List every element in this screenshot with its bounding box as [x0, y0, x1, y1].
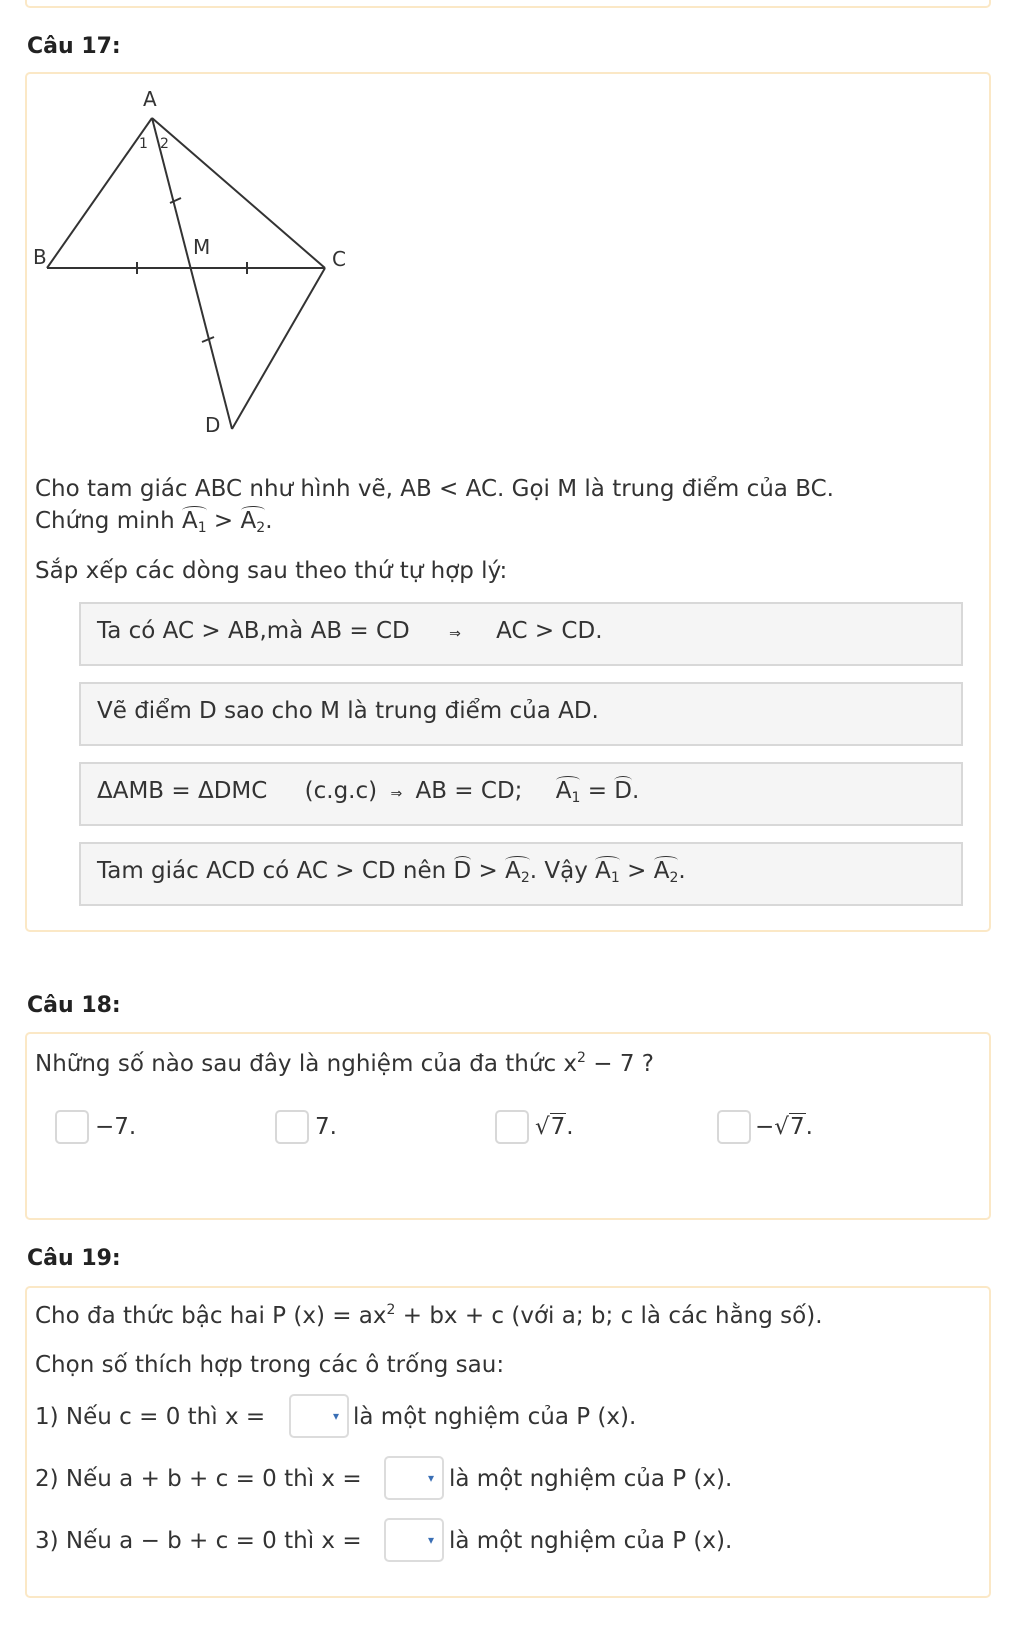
question-18-card — [25, 1032, 991, 1220]
q17-prompt-line1: Cho tam giác ABC như hình vẽ, AB < AC. Gọi M là trung điểm của BC. — [35, 476, 834, 502]
angle-A1: $A_1$ — [595, 858, 620, 886]
label-A: A — [143, 87, 157, 111]
label-C: C — [332, 247, 346, 271]
angle-D: D — [453, 858, 472, 884]
question-19-card — [25, 1286, 991, 1598]
option-4-label: −√7. — [755, 1114, 813, 1140]
option-1-checkbox-icon[interactable] — [55, 1110, 89, 1144]
dropdown-3[interactable] — [384, 1518, 444, 1562]
question-17-title: Câu 17: — [27, 34, 121, 59]
q19-line3-post: là một nghiệm của P (x). — [449, 1528, 733, 1554]
q19-line2-post: là một nghiệm của P (x). — [449, 1466, 733, 1492]
question-18-title: Câu 18: — [27, 993, 121, 1018]
triangle-figure — [27, 74, 367, 454]
q18-prompt: Những số nào sau đây là nghiệm của đa thức $x^2 - 7$ ? — [35, 1050, 654, 1077]
question-19-title: Câu 19: — [27, 1246, 121, 1271]
q19-line1-pre: 1) Nếu c = 0 thì x = — [35, 1404, 266, 1430]
sqrt-icon: √ — [774, 1114, 789, 1140]
angle-A2: $A_2$ — [653, 858, 679, 886]
option-1-label: −7. — [95, 1114, 137, 1140]
q19-prompt: Cho đa thức bậc hai P $(x) = ax^2$ + bx + c (với a; b; c là các hằng số). — [35, 1302, 823, 1329]
sortable-item-4[interactable]: Tam giác ACD có AC > CD nên $D > A_2$. Vậy $A_1 > A_2$. — [79, 842, 963, 906]
dropdown-1[interactable] — [289, 1394, 349, 1438]
sortable-item-3[interactable]: ΔAMB = ΔDMC (c.g.c) ⇒ AB = CD; $A_1 = D$. — [79, 762, 963, 826]
sqrt-icon: √ — [535, 1114, 550, 1140]
angle-A1: $A_1$ — [555, 778, 581, 806]
chevron-down-icon: ▾ — [332, 1409, 339, 1423]
option-4-checkbox-icon[interactable] — [717, 1110, 751, 1144]
option-2-checkbox-icon[interactable] — [275, 1110, 309, 1144]
label-angle-2: 2 — [160, 136, 169, 152]
question-17-card — [25, 72, 991, 932]
label-M: M — [193, 235, 211, 259]
q19-line2-pre: 2) Nếu a + b + c = 0 thì x = — [35, 1466, 362, 1492]
q19-instruction: Chọn số thích hợp trong các ô trống sau: — [35, 1352, 505, 1378]
sortable-item-1[interactable]: Ta có AC > AB,mà AB = CD ⇒ AC > CD. — [79, 602, 963, 666]
option-3-label: √7. — [535, 1114, 574, 1140]
previous-question-card — [25, 0, 991, 8]
q17-prompt-line2: Chứng minh $A_1 > A_2$. — [35, 508, 273, 536]
q19-line1-post: là một nghiệm của P (x). — [353, 1404, 637, 1430]
label-B: B — [33, 245, 47, 269]
gt-sign: > — [206, 508, 241, 534]
q19-line3-pre: 3) Nếu a − b + c = 0 thì x = — [35, 1528, 362, 1554]
chevron-down-icon: ▾ — [427, 1471, 434, 1485]
option-3-checkbox-icon[interactable] — [495, 1110, 529, 1144]
angle-A2: $A_2$ — [505, 858, 530, 886]
option-2-label: 7. — [315, 1114, 337, 1140]
dropdown-2[interactable] — [384, 1456, 444, 1500]
chevron-down-icon: ▾ — [427, 1533, 434, 1547]
angle-A1: $A_1$ — [181, 508, 207, 536]
implies-arrow-icon: ⇒ — [390, 786, 403, 802]
sortable-item-2[interactable]: Vẽ điểm D sao cho M là trung điểm của AD. — [79, 682, 963, 746]
q17-instruction: Sắp xếp các dòng sau theo thứ tự hợp lý: — [35, 558, 508, 584]
implies-arrow-icon: ⇒ — [449, 626, 461, 642]
angle-D: D — [614, 778, 633, 804]
label-D: D — [205, 413, 221, 437]
label-angle-1: 1 — [139, 136, 148, 152]
q17-prove-label: Chứng minh — [35, 508, 175, 534]
angle-A2: $A_2$ — [240, 508, 266, 536]
